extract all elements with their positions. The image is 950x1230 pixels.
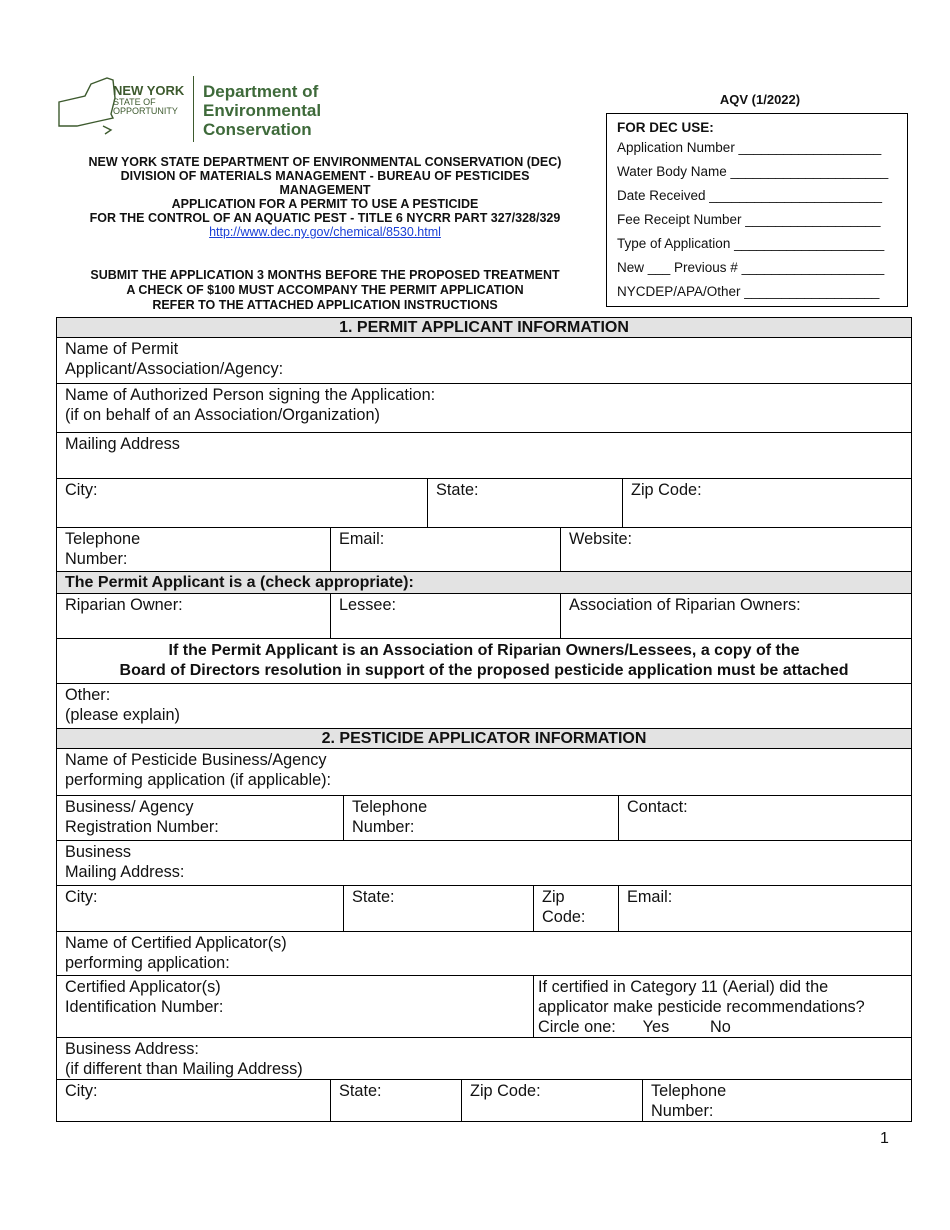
section1-table (56, 317, 912, 729)
business-address-city-label: City: (65, 1082, 98, 1100)
header-line2: DIVISION OF MATERIALS MANAGEMENT - BUREAU OF PESTICIDES (120, 169, 530, 183)
business-address-telephone-label2: Number: (651, 1102, 714, 1120)
certified-applicator-id-label2: Identification Number: (65, 998, 224, 1016)
business-state-field[interactable] (344, 886, 534, 932)
city-label: City: (65, 481, 98, 499)
dec-use-type-of-application[interactable]: Type of Application ____________________ (617, 236, 885, 251)
section1-title: 1. PERMIT APPLICANT INFORMATION (57, 318, 912, 338)
website-label: Website: (569, 530, 633, 548)
certified-applicator-name-field[interactable] (57, 932, 912, 976)
applicant-name-label2: Applicant/Association/Agency: (65, 360, 284, 378)
business-state-label: State: (352, 888, 395, 906)
dec-use-new-previous[interactable]: New ___ Previous # ___________________ (617, 260, 885, 275)
certified-applicator-name-label2: performing application: (65, 954, 230, 972)
pesticide-business-label2: performing application (if applicable): (65, 771, 332, 789)
business-address-city-field[interactable] (57, 1080, 331, 1122)
association-note-line1: If the Permit Applicant is an Association of Riparian Owners/Lessees, a copy of the (168, 642, 800, 659)
applicant-type-header: The Permit Applicant is a (check appropriate): (57, 572, 912, 594)
mailing-address-label: Mailing Address (65, 435, 180, 453)
dec-use-date-received[interactable]: Date Received _______________________ (617, 188, 882, 203)
registration-number-label: Business/ Agency (65, 798, 194, 816)
zip-label: Zip Code: (631, 481, 702, 499)
document-header (55, 155, 595, 239)
association-label: Association of Riparian Owners: (569, 596, 801, 614)
business-mailing-label2: Mailing Address: (65, 863, 185, 881)
telephone-field[interactable] (57, 528, 331, 572)
business-telephone-field[interactable] (344, 796, 619, 841)
section2-table (56, 728, 912, 1122)
association-note-line2: Board of Directors resolution in support of the proposed pesticide application must be attached (119, 662, 849, 679)
dec-use-box (606, 113, 908, 307)
state-label: State: (436, 481, 479, 499)
section2-title: 2. PESTICIDE APPLICATOR INFORMATION (57, 729, 912, 749)
header-line5: FOR THE CONTROL OF AN AQUATIC PEST - TITLE 6 NYCRR PART 327/328/329 (89, 211, 561, 225)
application-form (56, 317, 911, 1122)
certified-applicator-name-label: Name of Certified Applicator(s) (65, 934, 287, 952)
zip-field[interactable] (623, 479, 912, 528)
aerial-recommendation-field[interactable] (534, 976, 912, 1038)
submit-line2: A CHECK OF $100 MUST ACCOMPANY THE PERMIT APPLICATION (126, 283, 524, 297)
business-address-field[interactable] (57, 1038, 912, 1080)
city-field[interactable] (57, 479, 428, 528)
other-note: (please explain) (65, 706, 180, 724)
logo-state-sub: STATE OF (113, 97, 156, 107)
business-zip-field[interactable] (534, 886, 619, 932)
business-address-label: Business Address: (65, 1040, 199, 1058)
aerial-question-line1: If certified in Category 11 (Aerial) did the (538, 978, 829, 996)
authorized-person-note: (if on behalf of an Association/Organization) (65, 406, 380, 424)
business-address-telephone-field[interactable] (643, 1080, 912, 1122)
registration-number-field[interactable] (57, 796, 344, 841)
applicant-name-field[interactable] (57, 338, 912, 384)
pesticide-business-field[interactable] (57, 749, 912, 796)
submit-line1: SUBMIT THE APPLICATION 3 MONTHS BEFORE THE PROPOSED TREATMENT (90, 268, 560, 282)
header-link[interactable]: http://www.dec.ny.gov/chemical/8530.html (209, 225, 441, 239)
email-label: Email: (339, 530, 385, 548)
dec-use-nycdep-apa-other[interactable]: NYCDEP/APA/Other __________________ (617, 284, 880, 299)
new-york-state-outline-icon (55, 74, 117, 136)
page-number: 1 (880, 1130, 889, 1147)
business-city-field[interactable] (57, 886, 344, 932)
business-telephone-label: Telephone (352, 798, 428, 816)
telephone-label: Telephone (65, 530, 141, 548)
business-email-label: Email: (627, 888, 673, 906)
authorized-person-label: Name of Authorized Person signing the Application: (65, 386, 436, 404)
aerial-circle-one[interactable]: Circle one: Yes No (538, 1018, 731, 1036)
website-field[interactable] (561, 528, 912, 572)
association-note (57, 639, 912, 684)
dec-use-water-body-name[interactable]: Water Body Name _____________________ (617, 164, 889, 179)
business-address-note: (if different than Mailing Address) (65, 1060, 303, 1078)
business-address-zip-field[interactable] (462, 1080, 643, 1122)
contact-field[interactable] (619, 796, 912, 841)
business-telephone-label2: Number: (352, 818, 415, 836)
registration-number-label2: Registration Number: (65, 818, 219, 836)
dec-use-title: FOR DEC USE: (617, 120, 714, 135)
business-city-label: City: (65, 888, 98, 906)
pesticide-business-label: Name of Pesticide Business/Agency (65, 751, 327, 769)
header-line3: MANAGEMENT (279, 183, 371, 197)
contact-label: Contact: (627, 798, 688, 816)
header-line1: NEW YORK STATE DEPARTMENT OF ENVIRONMENTAL CONSERVATION (DEC) (88, 155, 562, 169)
riparian-owner-field[interactable] (57, 594, 331, 639)
business-email-field[interactable] (619, 886, 912, 932)
logo-dept-line2: Environmental (203, 101, 322, 120)
business-address-telephone-label: Telephone (651, 1082, 727, 1100)
business-zip-label: Zip Code: (542, 888, 586, 926)
business-address-state-label: State: (339, 1082, 382, 1100)
business-mailing-label: Business (65, 843, 132, 861)
logo-dept-line1: Department of (203, 82, 319, 101)
mailing-address-field[interactable] (57, 433, 912, 479)
header-line4: APPLICATION FOR A PERMIT TO USE A PESTICIDE (171, 197, 479, 211)
certified-applicator-id-field[interactable] (57, 976, 534, 1038)
form-code: AQV (1/2022) (719, 92, 801, 107)
nys-dec-logo (55, 72, 355, 147)
telephone-label2: Number: (65, 550, 128, 568)
business-address-state-field[interactable] (331, 1080, 462, 1122)
business-mailing-field[interactable] (57, 841, 912, 886)
lessee-field[interactable] (331, 594, 561, 639)
submission-instructions (55, 268, 595, 313)
lessee-label: Lessee: (339, 596, 397, 614)
logo-divider (193, 76, 194, 142)
other-label: Other: (65, 686, 111, 704)
applicant-name-label: Name of Permit (65, 340, 179, 358)
submit-line3: REFER TO THE ATTACHED APPLICATION INSTRUCTIONS (152, 298, 498, 312)
association-field[interactable] (561, 594, 912, 639)
email-field[interactable] (331, 528, 561, 572)
authorized-person-field[interactable] (57, 384, 912, 433)
dec-use-application-number[interactable]: Application Number ___________________ (617, 140, 882, 155)
aerial-question-line2: applicator make pesticide recommendations? (538, 998, 865, 1016)
logo-dept-line3: Conservation (203, 120, 312, 139)
logo-state-sub2: OPPORTUNITY (113, 106, 178, 116)
business-address-zip-label: Zip Code: (470, 1082, 541, 1100)
certified-applicator-id-label: Certified Applicator(s) (65, 978, 221, 996)
logo-state-name: NEW YORK (113, 83, 185, 98)
dec-use-fee-receipt[interactable]: Fee Receipt Number __________________ (617, 212, 881, 227)
other-field[interactable] (57, 684, 912, 729)
state-field[interactable] (428, 479, 623, 528)
riparian-owner-label: Riparian Owner: (65, 596, 183, 614)
